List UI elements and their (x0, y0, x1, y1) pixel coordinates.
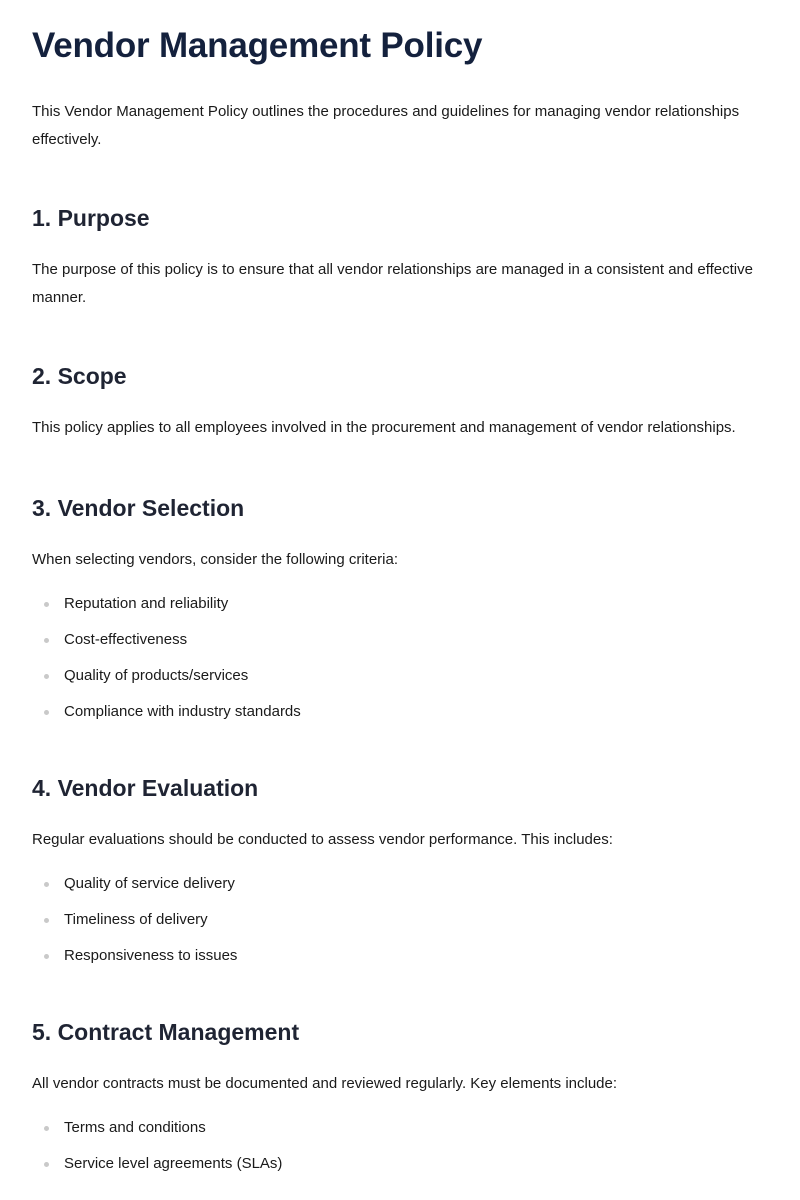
list-item (32, 702, 768, 722)
list-item-label: Quality of products/services (64, 667, 249, 684)
bullet-icon (44, 918, 49, 923)
list-item (32, 946, 768, 966)
list-item (32, 666, 768, 686)
criteria-list (32, 594, 768, 722)
list-item-label: Responsiveness to issues (64, 947, 238, 964)
section-scope (32, 362, 768, 442)
list-item (32, 910, 768, 930)
section-heading: 5. Contract Management (32, 1019, 300, 1045)
section-text: All vendor contracts must be documented and reviewed regularly. Key elements include: (32, 1075, 618, 1092)
section-text: This policy applies to all employees involved in the procurement and management of vendor relationships. (32, 419, 736, 436)
bullet-icon (44, 710, 49, 715)
section-contract-management (32, 1018, 768, 1174)
section-heading: 2. Scope (32, 363, 127, 389)
section-vendor-evaluation (32, 774, 768, 966)
bullet-icon (44, 882, 49, 887)
section-text: The purpose of this policy is to ensure that all vendor relationships are managed in a consistent and effective manner. (32, 261, 753, 306)
section-text: When selecting vendors, consider the following criteria: (32, 551, 399, 568)
section-vendor-selection (32, 494, 768, 722)
contract-elements-list (32, 1118, 768, 1174)
list-item-label: Service level agreements (SLAs) (64, 1155, 283, 1172)
bullet-icon (44, 1162, 49, 1167)
section-heading: 1. Purpose (32, 205, 150, 231)
bullet-icon (44, 674, 49, 679)
bullet-icon (44, 1126, 49, 1131)
intro-paragraph: This Vendor Management Policy outlines the procedures and guidelines for managing vendor relationships effectively. (32, 103, 740, 148)
list-item (32, 630, 768, 650)
page-title: Vendor Management Policy (32, 26, 483, 65)
bullet-icon (44, 638, 49, 643)
list-item (32, 874, 768, 894)
list-item (32, 594, 768, 614)
section-heading: 4. Vendor Evaluation (32, 775, 259, 801)
bullet-icon (44, 954, 49, 959)
section-heading: 3. Vendor Selection (32, 495, 245, 521)
section-purpose (32, 204, 768, 312)
list-item-label: Quality of service delivery (64, 875, 235, 892)
list-item (32, 1118, 768, 1138)
list-item (32, 1154, 768, 1174)
bullet-icon (44, 602, 49, 607)
list-item-label: Reputation and reliability (64, 595, 229, 612)
list-item-label: Compliance with industry standards (64, 703, 301, 720)
evaluation-list (32, 874, 768, 966)
list-item-label: Terms and conditions (64, 1119, 206, 1136)
section-text: Regular evaluations should be conducted to assess vendor performance. This includes: (32, 831, 613, 848)
list-item-label: Timeliness of delivery (64, 911, 208, 928)
list-item-label: Cost-effectiveness (64, 631, 188, 648)
